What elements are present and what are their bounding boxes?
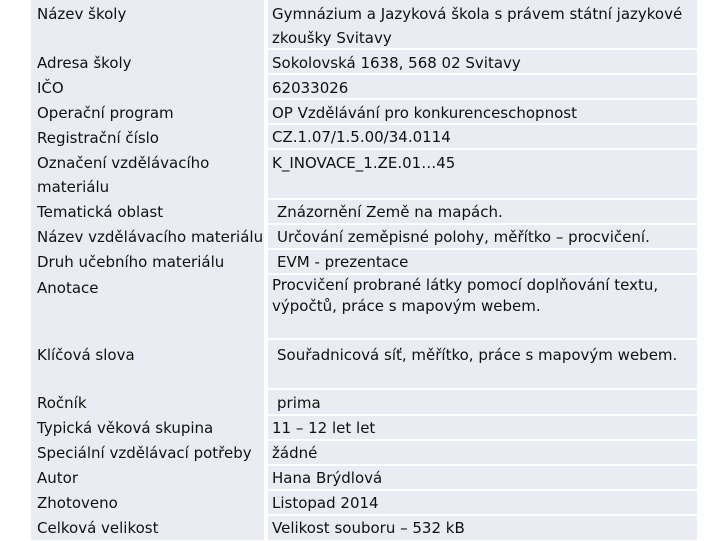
row-divider [268,388,697,390]
row-divider [268,338,697,340]
value-grade: prima [277,394,321,412]
label-topic: Tematická oblast [37,203,164,221]
label-created: Zhotoveno [37,494,118,512]
value-total-size: Velikost souboru – 532 kB [272,519,465,537]
label-material-type: Druh učebního materiálu [37,253,225,271]
label-annotation: Anotace [37,279,99,297]
label-author: Autor [37,469,78,487]
value-registration: CZ.1.07/1.5.00/34.0114 [272,128,451,146]
value-special-needs: žádné [272,444,318,462]
value-topic: Znázornění Země na mapách. [277,203,503,221]
value-author: Hana Brýdlová [272,469,383,487]
value-annotation-line2: výpočtů, práce s mapovým webem. [272,297,541,315]
label-total-size: Celková velikost [37,519,159,537]
value-annotation-line1: Procvičení probrané látky pomocí doplňování textu, [272,276,659,294]
label-keywords: Klíčová slova [37,346,135,364]
value-created: Listopad 2014 [272,494,379,512]
label-school-name: Název školy [37,5,127,23]
value-school-name-line1: Gymnázium a Jazyková škola s právem státní jazykové [272,5,683,23]
label-material-name: Název vzdělávacího materiálu [37,228,264,246]
label-material-id-line2: materiálu [37,178,110,196]
value-program: OP Vzdělávání pro konkurenceschopnost [272,104,577,122]
label-special-needs: Speciální vzdělávací potřeby [37,444,252,462]
value-material-id: K_INOVACE_1.ZE.01…45 [272,154,456,172]
label-registration: Registrační číslo [37,129,159,147]
value-age-group: 11 – 12 let let [272,419,376,437]
value-keywords: Souřadnicová síť, měřítko, práce s mapovým webem. [277,346,678,364]
label-school-address: Adresa školy [37,54,132,72]
label-material-id-line1: Označení vzdělávacího [37,154,210,172]
label-age-group: Typická věková skupina [37,419,214,437]
label-ico: IČO [37,79,64,97]
value-material-type: EVM - prezentace [277,253,409,271]
value-ico: 62033026 [272,79,349,97]
value-school-name-line2: zkoušky Svitavy [272,29,392,47]
label-grade: Ročník [37,394,87,412]
value-material-name: Určování zeměpisné polohy, měřítko – procvičení. [277,228,650,246]
label-program: Operační program [37,104,174,122]
value-school-address: Sokolovská 1638, 568 02 Svitavy [272,54,521,72]
